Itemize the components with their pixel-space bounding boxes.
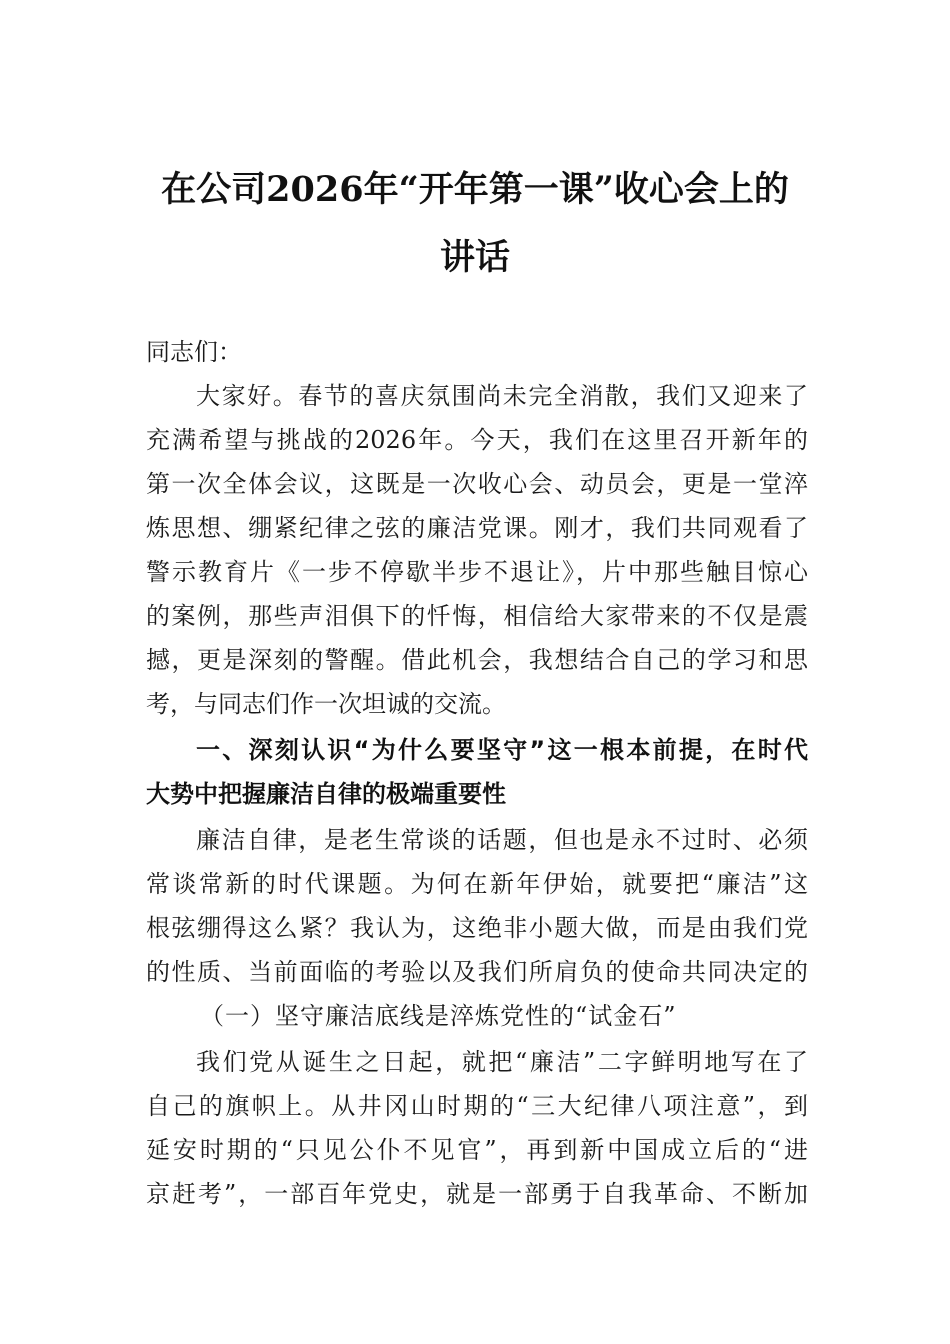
paragraph-line: 我们党从诞生之日起，就把“廉洁”二字鲜明地写在了 bbox=[196, 1048, 808, 1076]
paragraph-line: 撼，更是深刻的警醒。借此机会，我想结合自己的学习和思 bbox=[146, 646, 808, 674]
paragraph-line: 自己的旗帜上。从井冈山时期的“三大纪律八项注意”，到 bbox=[146, 1092, 808, 1120]
salutation: 同志们： bbox=[146, 338, 242, 366]
paragraph-line: 考，与同志们作一次坦诚的交流。 bbox=[146, 690, 506, 718]
paragraph-line: 大家好。春节的喜庆氛围尚未完全消散，我们又迎来了 bbox=[196, 382, 808, 410]
paragraph-line: 的案例，那些声泪俱下的忏悔，相信给大家带来的不仅是震 bbox=[146, 602, 808, 630]
section-heading-1: 大势中把握廉洁自律的极端重要性 bbox=[146, 780, 506, 808]
paragraph-line: 第一次全体会议，这既是一次收心会、动员会，更是一堂淬 bbox=[146, 470, 808, 498]
paragraph-line: 充满希望与挑战的2026年。今天，我们在这里召开新年的 bbox=[146, 426, 808, 454]
subsection-heading: （一）坚守廉洁底线是淬炼党性的“试金石” bbox=[200, 1002, 677, 1030]
paragraph-line: 常谈常新的时代课题。为何在新年伊始，就要把“廉洁”这 bbox=[146, 870, 808, 898]
paragraph-line: 京赶考”，一部百年党史，就是一部勇于自我革命、不断加 bbox=[146, 1180, 808, 1208]
paragraph-line: 警示教育片《一步不停歇半步不退让》，片中那些触目惊心 bbox=[146, 558, 808, 586]
document-title-line-1: 在公司2026年“开年第一课”收心会上的 bbox=[161, 169, 789, 210]
paragraph-line: 延安时期的“只见公仆不见官”，再到新中国成立后的“进 bbox=[146, 1136, 808, 1164]
paragraph-line: 的性质、当前面临的考验以及我们所肩负的使命共同决定的 bbox=[146, 958, 808, 986]
document-title-line-2: 讲话 bbox=[439, 237, 510, 278]
paragraph-line: 根弦绷得这么紧？我认为，这绝非小题大做，而是由我们党 bbox=[146, 914, 808, 942]
paragraph-line: 廉洁自律，是老生常谈的话题，但也是永不过时、必须 bbox=[196, 826, 808, 854]
section-heading-1: 一、深刻认识“为什么要坚守”这一根本前提，在时代 bbox=[196, 736, 808, 764]
paragraph-line: 炼思想、绷紧纪律之弦的廉洁党课。刚才，我们共同观看了 bbox=[146, 514, 808, 542]
